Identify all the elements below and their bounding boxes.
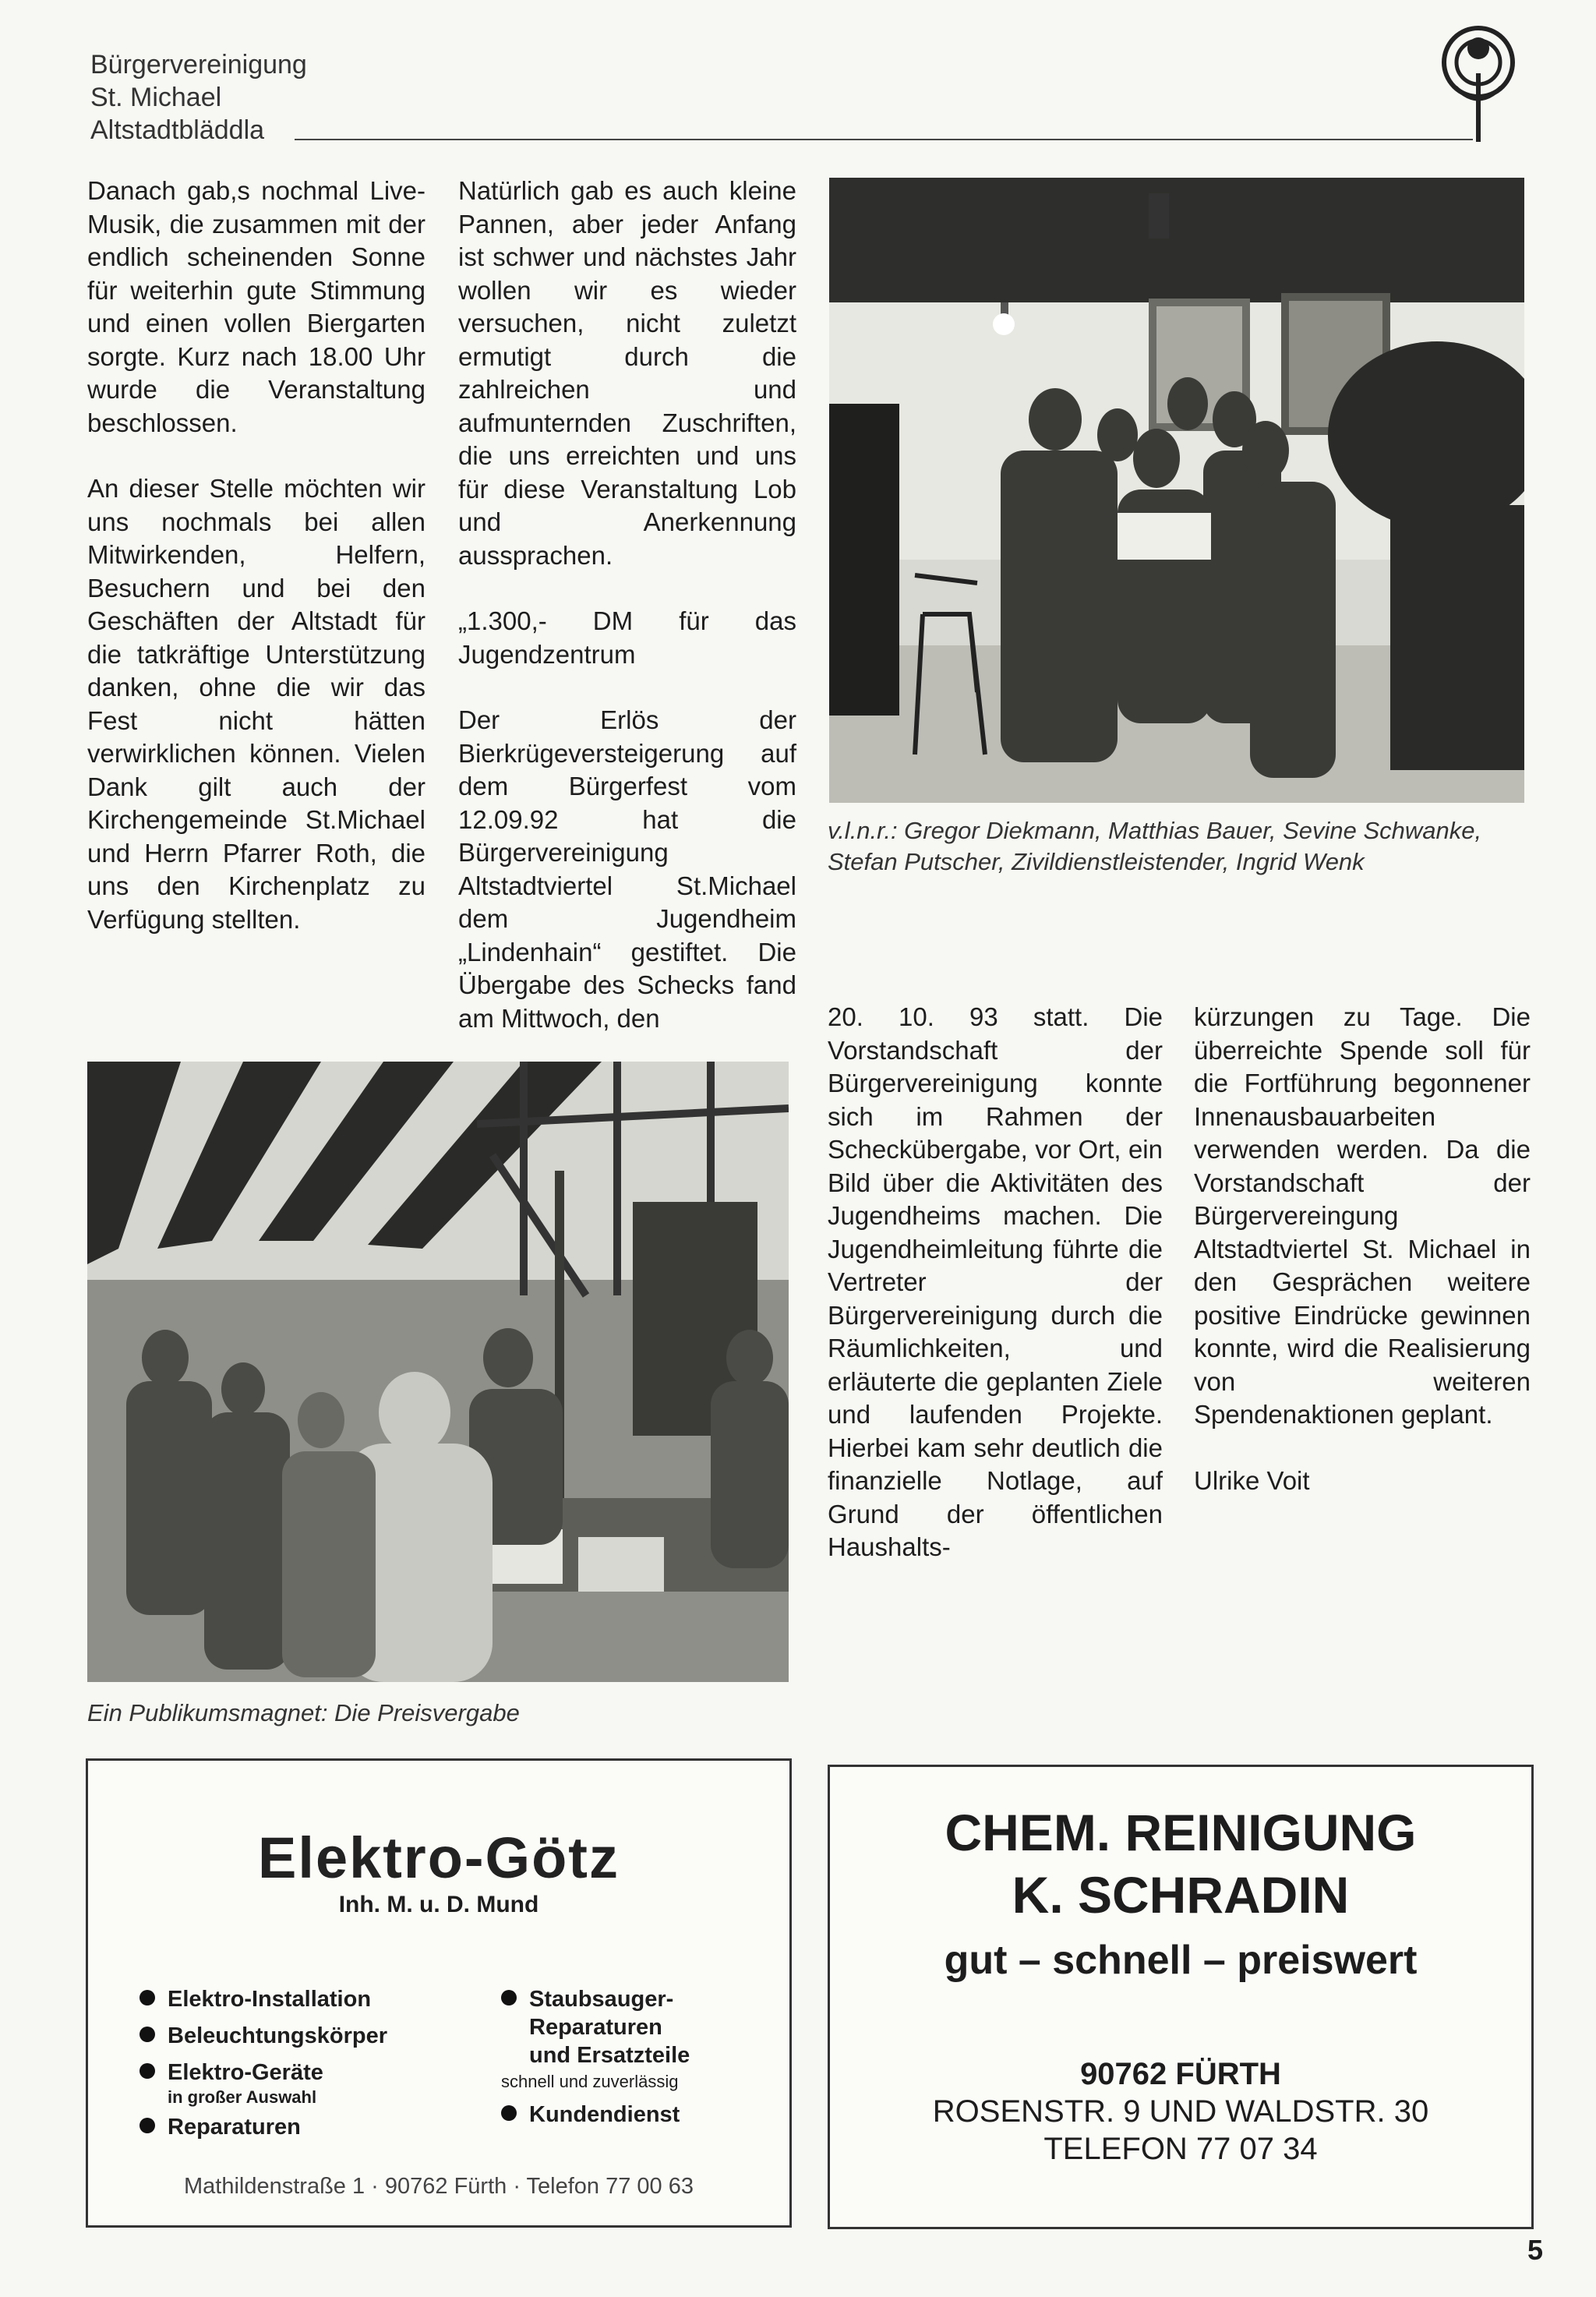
masthead-line-2: St. Michael bbox=[90, 83, 222, 112]
masthead-line-3: Altstadtbläddla bbox=[90, 115, 265, 145]
association-logo-icon bbox=[1432, 25, 1524, 147]
service-item: Elektro-Installation bbox=[139, 1985, 371, 2013]
ad-subtitle: Inh. M. u. D. Mund bbox=[338, 1892, 539, 1917]
article-column-2 bbox=[458, 175, 796, 1068]
service-item-cont: Reparaturen bbox=[529, 2015, 662, 2040]
article-column-4 bbox=[1194, 1001, 1531, 1530]
author-signature: Ulrike Voit bbox=[1194, 1465, 1310, 1495]
service-item: Reparaturen bbox=[139, 2113, 301, 2141]
masthead bbox=[90, 48, 307, 147]
article-column-3 bbox=[828, 1001, 1163, 1597]
advertisement-elektro-goetz bbox=[86, 1758, 792, 2228]
ad-title-line-1: CHEM. REINIGUNG bbox=[945, 1804, 1417, 1861]
ad-address: Mathildenstraße 1 · 90762 Fürth · Telefon 77 00 63 bbox=[184, 2174, 694, 2199]
ad-title: Elektro-Götz bbox=[258, 1825, 620, 1890]
service-note: in großer Auswahl bbox=[168, 2087, 317, 2107]
ad-title-line-2: K. SCHRADIN bbox=[1012, 1866, 1350, 1924]
paragraph: Der Erlös der Bierkrügeversteigerung auf dem Bürgerfest vom 12.09.92 hat die Bürgervereinigung Altstadtviertel St.Michael dem Jugendheim „Lindenhain“ gestiftet. Die Übergabe des Schecks fand am Mittwoch, den bbox=[458, 705, 796, 1033]
service-item: Elektro-Geräte bbox=[139, 2058, 323, 2087]
service-item-cont: und Ersatzteile bbox=[529, 2043, 690, 2068]
header-rule bbox=[295, 139, 1473, 140]
bullet-icon bbox=[139, 2027, 155, 2042]
bullet-icon bbox=[501, 1990, 517, 2005]
service-item: Kundendienst bbox=[501, 2101, 680, 2129]
bullet-icon bbox=[139, 2118, 155, 2133]
subheading: „1.300,- DM für das Jugendzentrum bbox=[458, 606, 796, 669]
paragraph: 20. 10. 93 statt. Die Vorstandschaft der Bürgervereinigung konnte sich im Rahmen der Scheckübergabe, vor Ort, ein Bild über die Aktivitäten des Jugendheims machen. Die Jugendheimleitung führte die Vertreter der Bürgervereinigung durch die Räumlichkeiten, und erläuterte die geplanten Ziele und laufenden Projekte. Hierbei kam sehr deutlich die finanzielle Notlage, auf Grund der öffentlichen Haushalts- bbox=[828, 1002, 1163, 1561]
ad-address: ROSENSTR. 9 UND WALDSTR. 30 bbox=[932, 2094, 1429, 2129]
photo-caption: v.l.n.r.: Gregor Diekmann, Matthias Bauer, Sevine Schwanke, Stefan Putscher, Zivildienstleistender, Ingrid Wenk bbox=[828, 817, 1482, 875]
ad-city: 90762 FÜRTH bbox=[1080, 2057, 1281, 2091]
bullet-icon bbox=[139, 2063, 155, 2079]
bullet-icon bbox=[139, 1990, 155, 2005]
bullet-icon bbox=[501, 2105, 517, 2121]
service-note: schnell und zuverlässig bbox=[501, 2072, 679, 2091]
paragraph: kürzungen zu Tage. Die überreichte Spende soll für die Fortführung begonnener Innenausbauarbeiten verwenden werden. Da die Vorstandschaft der Bürgervereingung Altstadtviertel St. Michael in den Gesprächen weitere positive Eindrücke gewinnen konnte, wird die Realisierung von weiteren Spendenaktionen geplant. bbox=[1194, 1002, 1531, 1429]
photo-caption: Ein Publikumsmagnet: Die Preisvergabe bbox=[87, 1699, 520, 1726]
advertisement-chem-reinigung bbox=[828, 1765, 1534, 2229]
paragraph: Danach gab,s nochmal Live-Musik, die zusammen mit der endlich scheinenden Sonne für weiterhin gute Stimmung und einen vollen Biergarten sorgte. Kurz nach 18.00 Uhr wurde die Veranstaltung beschlossen. bbox=[87, 176, 425, 437]
article-column-1 bbox=[87, 175, 425, 969]
service-item: Staubsauger- bbox=[501, 1985, 673, 2013]
page-number: 5 bbox=[1527, 2234, 1543, 2266]
photo-prize-giving bbox=[87, 1062, 789, 1682]
ad-slogan: gut – schnell – preiswert bbox=[944, 1938, 1418, 1983]
masthead-line-1: Bürgervereinigung bbox=[90, 50, 307, 80]
service-item: Beleuchtungskörper bbox=[139, 2022, 387, 2050]
ad-phone: TELEFON 77 07 34 bbox=[1043, 2132, 1318, 2166]
paragraph: Natürlich gab es auch kleine Pannen, aber jeder Anfang ist schwer und nächstes Jahr wollen wir es wieder versuchen, nicht zuletzt ermutigt durch die zahlreichen und aufmunternden Zuschriften, die uns erreichten und uns für diese Veranstaltung Lob und Anerkennung aussprachen. bbox=[458, 176, 796, 570]
paragraph: An dieser Stelle möchten wir uns nochmals bei allen Mitwirkenden, Helfern, Besuchern und bei den Geschäften der Altstadt für die tatkräftige Unterstützung danken, ohne die wir das Fest nicht hätten verwirklichen können. Vielen Dank gilt auch der Kirchengemeinde St.Michael und Herrn Pfarrer Roth, die uns den Kirchenplatz zu Verfügung stellten. bbox=[87, 474, 425, 934]
photo-cheque-handover bbox=[829, 178, 1524, 803]
